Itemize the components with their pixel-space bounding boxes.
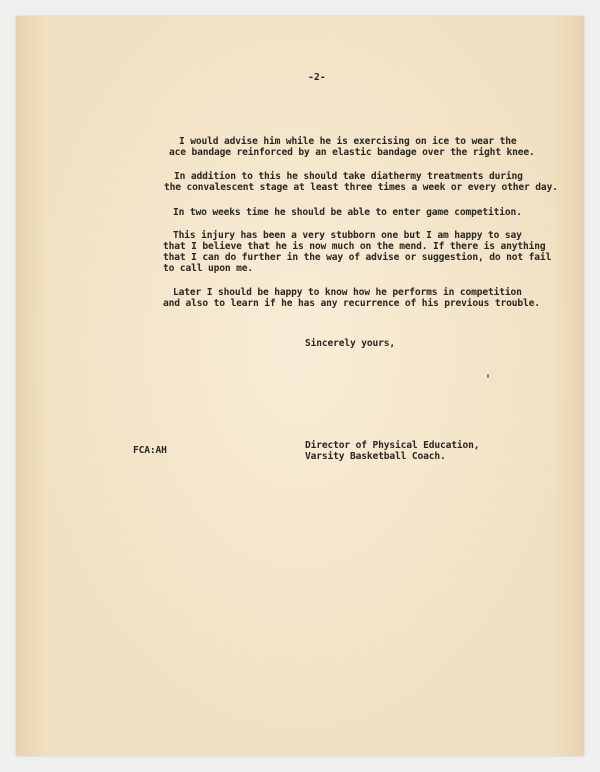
paragraph-line: ace bandage reinforced by an elastic bandage over the right knee. — [169, 147, 535, 158]
paper-speck — [487, 374, 489, 378]
typist-initials: FCA:AH — [133, 445, 167, 456]
paragraph-line: In addition to this he should take diathermy treatments during — [174, 171, 523, 182]
letter-page — [16, 16, 584, 756]
paragraph-line: the convalescent stage at least three times a week or every other day. — [164, 182, 558, 193]
paragraph-3 — [173, 207, 522, 218]
paragraph-1 — [169, 136, 535, 158]
paragraph-2 — [164, 171, 558, 193]
paragraph-line: Later I should be happy to know how he performs in competition — [173, 287, 522, 298]
signature-title: Varsity Basketball Coach. — [305, 451, 446, 462]
paragraph-5 — [163, 287, 540, 309]
paragraph-line: to call upon me. — [163, 263, 254, 274]
signature-block — [305, 440, 479, 462]
paragraph-line: that I believe that he is now much on the mend. If there is anything — [163, 241, 546, 252]
paragraph-line: This injury has been a very stubborn one but I am happy to say — [173, 230, 522, 241]
paragraph-line: I would advise him while he is exercising on ice to wear the — [179, 136, 517, 147]
page-number: -2- — [308, 72, 326, 83]
closing: Sincerely yours, — [305, 338, 396, 349]
paragraph-4 — [163, 230, 552, 274]
signature-title: Director of Physical Education, — [305, 440, 480, 451]
paragraph-line: that I can do further in the way of advise or suggestion, do not fail — [163, 252, 552, 263]
paragraph-line: and also to learn if he has any recurrence of his previous trouble. — [163, 298, 540, 309]
paragraph-line: In two weeks time he should be able to enter game competition. — [173, 207, 522, 218]
